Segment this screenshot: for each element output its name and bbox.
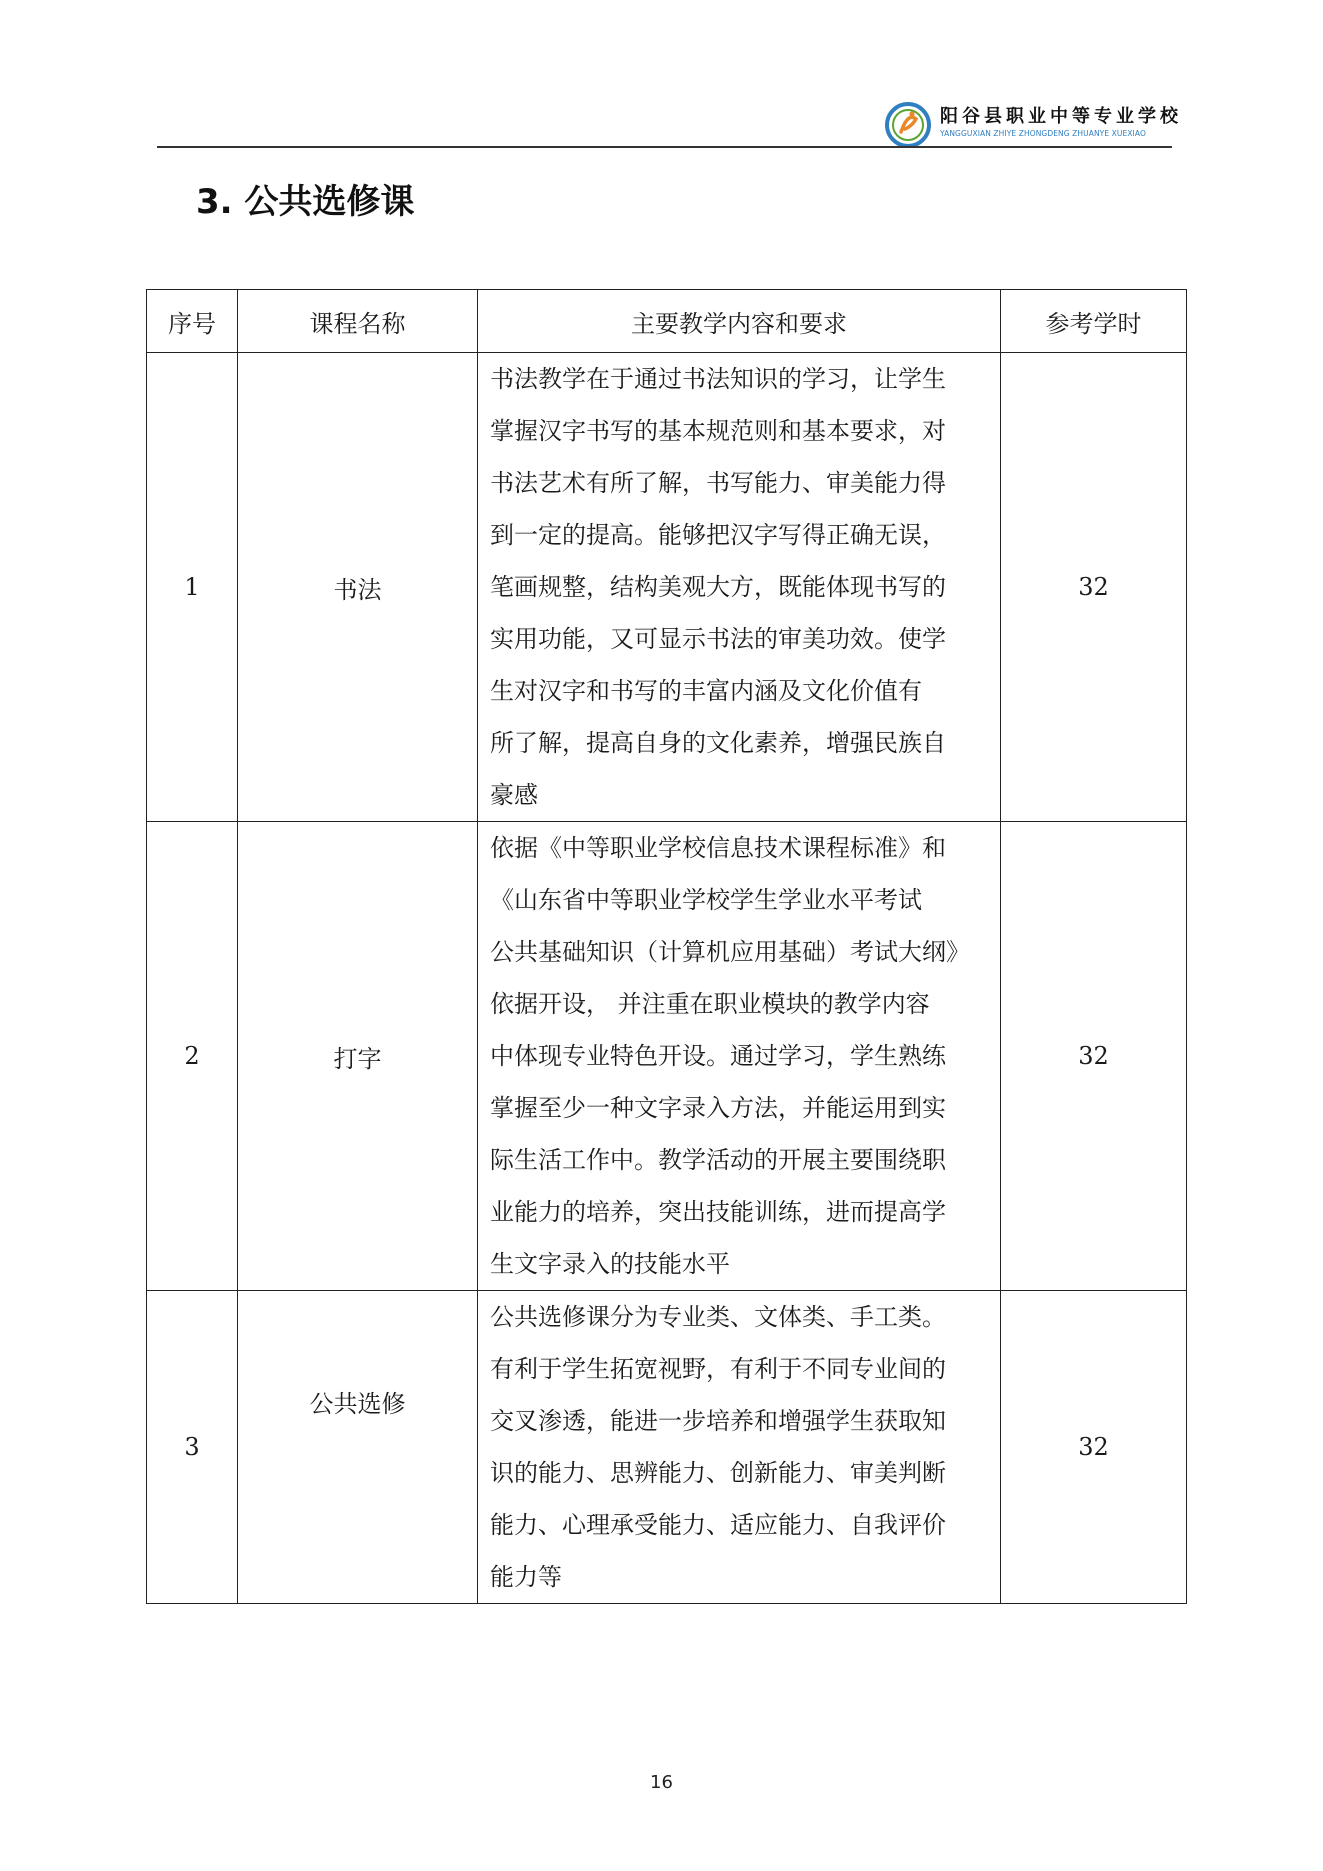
- content-line: 中体现专业特色开设。通过学习，学生熟练: [490, 1042, 946, 1070]
- page-number: 16: [650, 1772, 673, 1793]
- content-line: 所了解，提高自身的文化素养，增强民族自: [490, 729, 946, 757]
- table-row: [147, 1291, 1187, 1604]
- row-course-name: 公共选修: [309, 1389, 406, 1418]
- header-serial: 序号: [147, 290, 238, 353]
- content-line: 《山东省中等职业学校学生学业水平考试: [490, 886, 922, 914]
- content-line: 书法艺术有所了解，书写能力、审美能力得: [490, 469, 946, 497]
- content-line: 掌握汉字书写的基本规范则和基本要求，对: [490, 417, 946, 445]
- row-course-name: 书法: [238, 353, 478, 822]
- row-serial: 2: [147, 822, 238, 1291]
- content-line: 书法教学在于通过书法知识的学习，让学生: [490, 365, 946, 393]
- table-header-row: [147, 290, 1187, 353]
- content-line: 能力、心理承受能力、适应能力、自我评价: [490, 1511, 946, 1539]
- table-row: [147, 353, 1187, 822]
- school-name: 阳谷县职业中等专业学校: [940, 106, 1182, 127]
- row-course-name-cell: [238, 1291, 478, 1604]
- table-row: [147, 822, 1187, 1291]
- section-title: 3. 公共选修课: [196, 182, 415, 222]
- row-content: [478, 1291, 1001, 1604]
- page-header: [157, 96, 1182, 148]
- content-line: 生对汉字和书写的丰富内涵及文化价值有: [490, 677, 922, 705]
- header-course-name: 课程名称: [238, 290, 478, 353]
- row-content: [478, 822, 1001, 1291]
- content-line: 能力等: [490, 1563, 562, 1591]
- content-line: 识的能力、思辨能力、创新能力、审美判断: [490, 1459, 946, 1487]
- content-line: 生文字录入的技能水平: [490, 1250, 730, 1278]
- header-divider: [157, 146, 1172, 148]
- school-pinyin: YANGGUXIAN ZHIYE ZHONGDENG ZHUANYE XUEXIAO: [940, 129, 1146, 138]
- content-line: 实用功能，又可显示书法的审美功效。使学: [490, 625, 946, 653]
- content-line: 际生活工作中。教学活动的开展主要围绕职: [490, 1146, 946, 1174]
- content-line: 交叉渗透，能进一步培养和增强学生获取知: [490, 1407, 946, 1435]
- content-line: 有利于学生拓宽视野，有利于不同专业间的: [490, 1355, 946, 1383]
- content-line: 公共基础知识（计算机应用基础）考试大纲》: [490, 938, 970, 966]
- content-line: 业能力的培养，突出技能训练，进而提高学: [490, 1198, 946, 1226]
- content-line: 豪感: [490, 781, 538, 809]
- row-hours: 32: [1001, 353, 1187, 822]
- row-hours: 32: [1001, 822, 1187, 1291]
- content-line: 笔画规整，结构美观大方，既能体现书写的: [490, 573, 946, 601]
- content-line: 掌握至少一种文字录入方法，并能运用到实: [490, 1094, 946, 1122]
- row-serial: 3: [147, 1291, 238, 1604]
- content-line: 公共选修课分为专业类、文体类、手工类。: [490, 1303, 946, 1331]
- content-line: 依据开设， 并注重在职业模块的教学内容: [490, 990, 930, 1018]
- content-line: 到一定的提高。能够把汉字写得正确无误，: [490, 521, 946, 549]
- elective-course-table: [146, 289, 1187, 1604]
- row-hours: 32: [1001, 1291, 1187, 1604]
- row-content: [478, 353, 1001, 822]
- header-content: 主要教学内容和要求: [478, 290, 1001, 353]
- school-logo-icon: [885, 102, 931, 148]
- row-course-name: 打字: [238, 822, 478, 1291]
- row-serial: 1: [147, 353, 238, 822]
- header-hours: 参考学时: [1001, 290, 1187, 353]
- content-line: 依据《中等职业学校信息技术课程标准》和: [490, 834, 946, 862]
